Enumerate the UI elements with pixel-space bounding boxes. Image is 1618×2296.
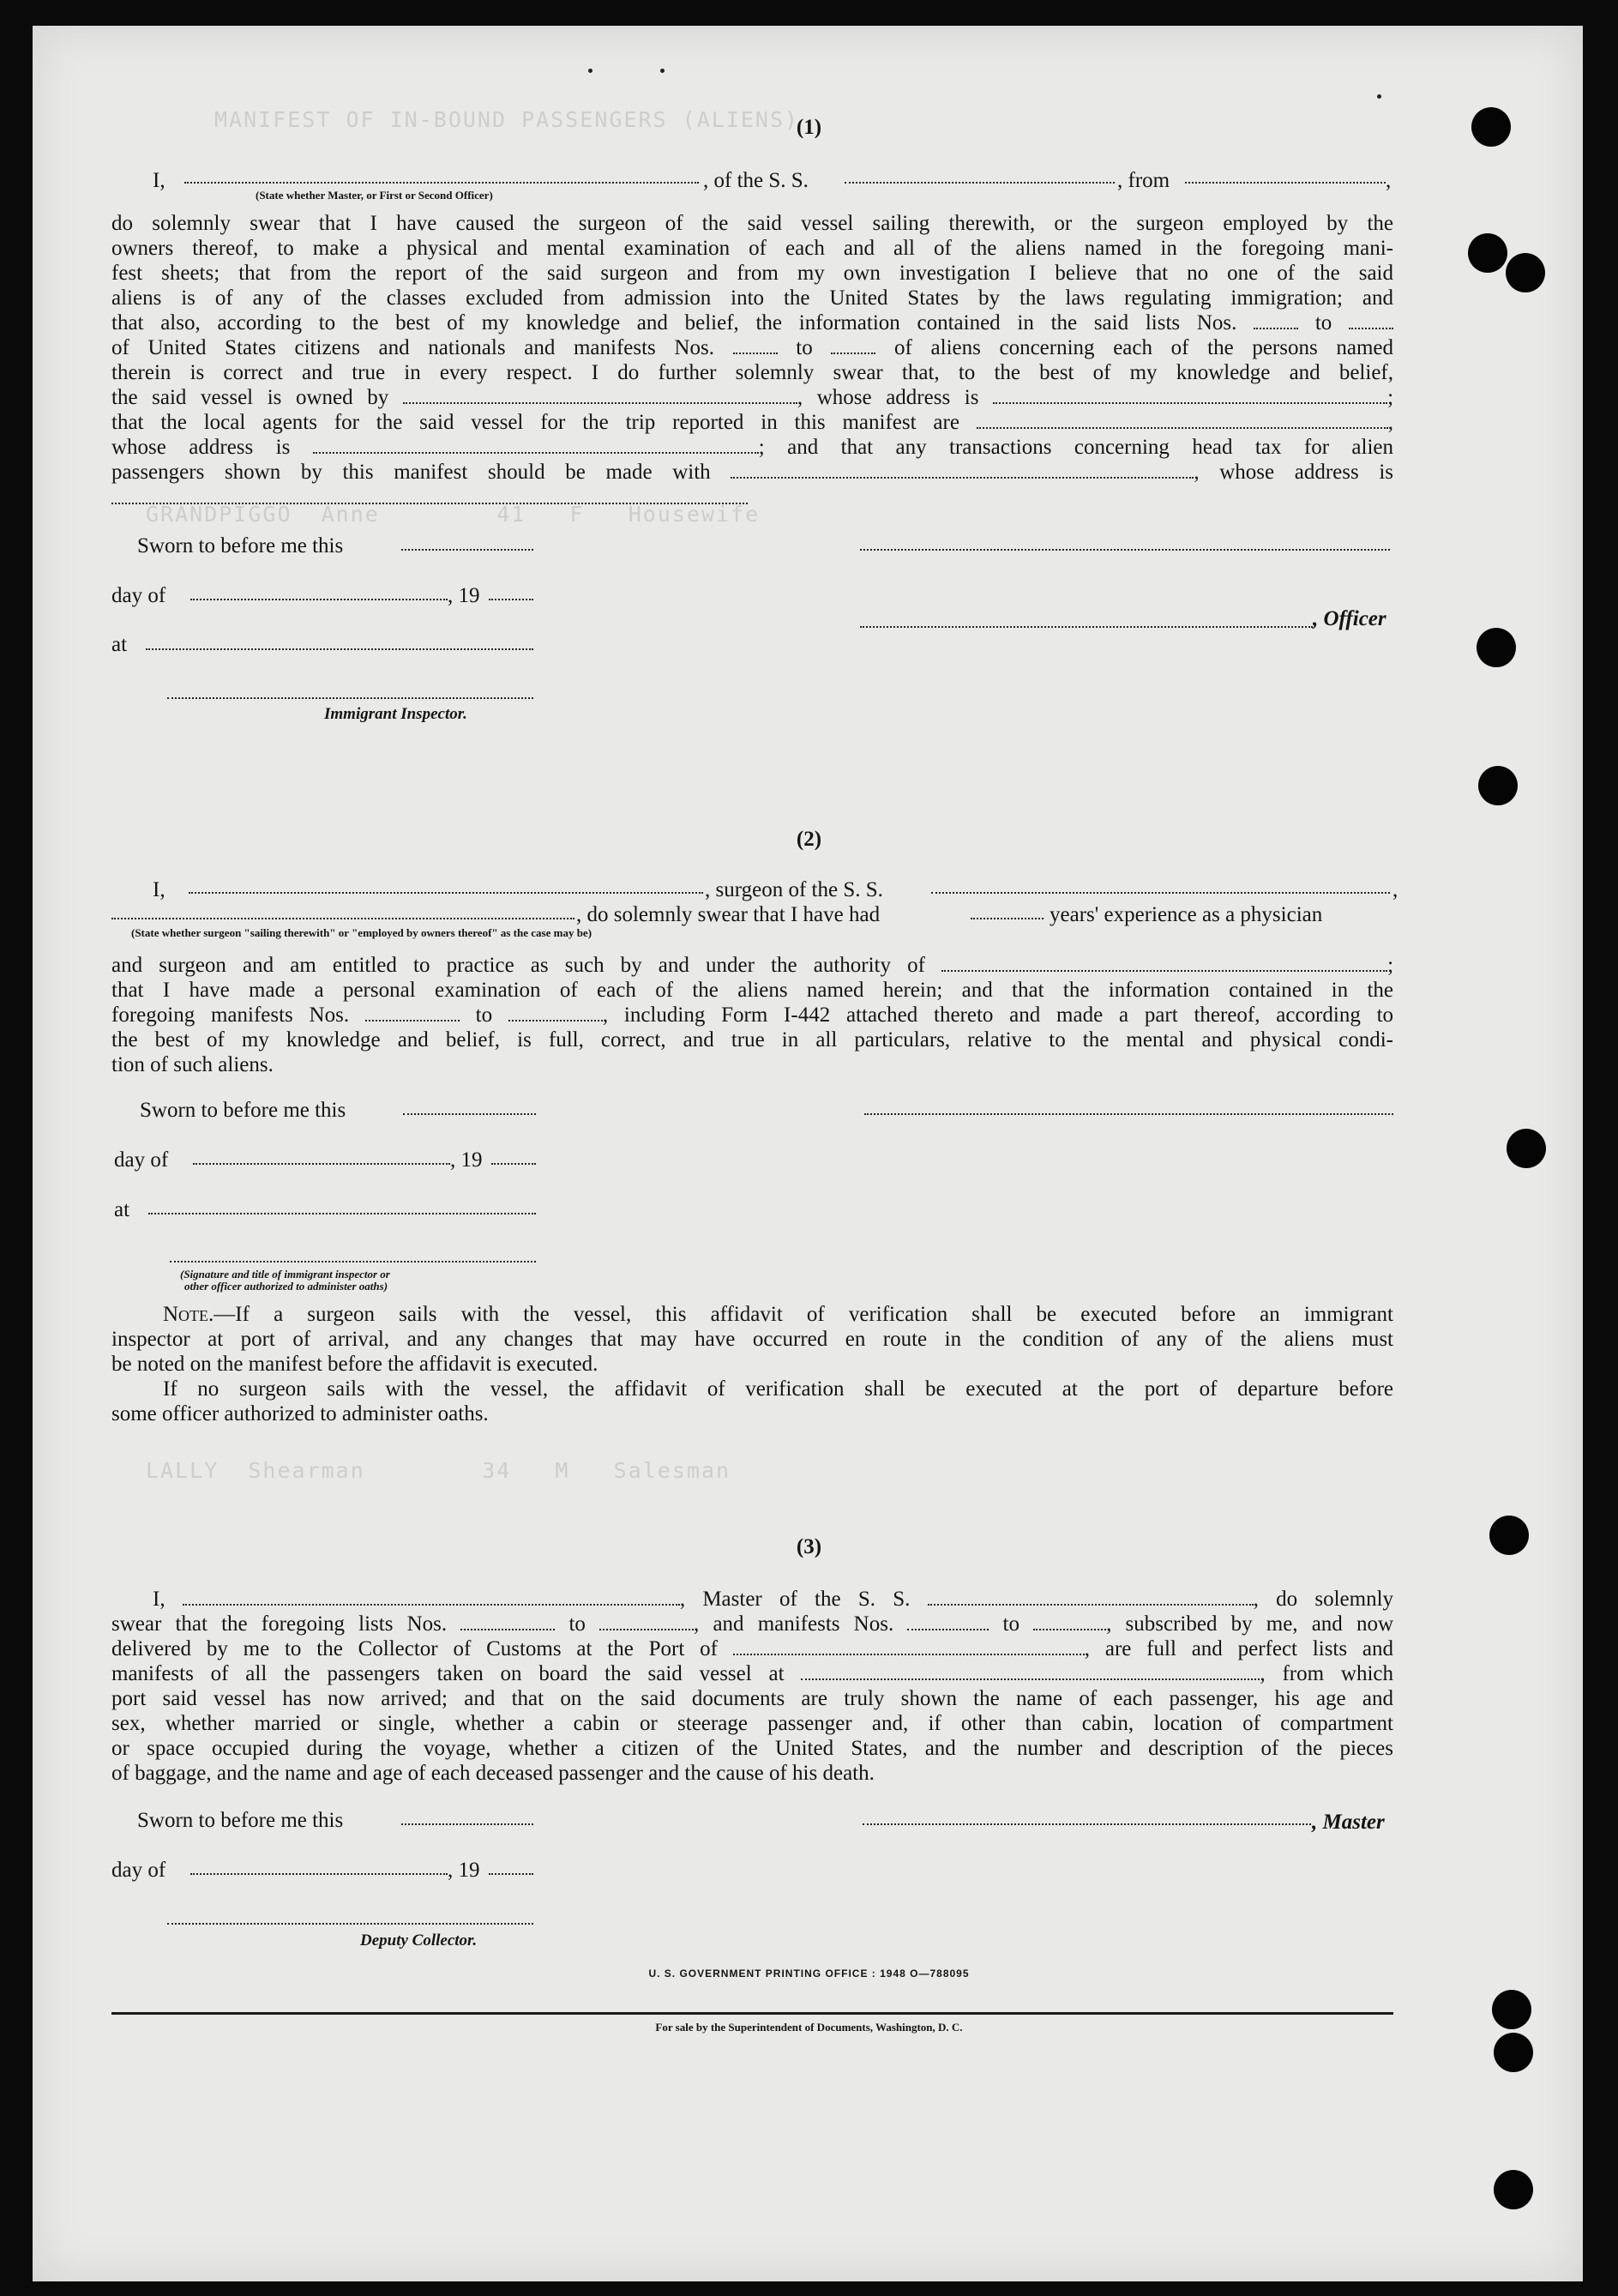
text-line: passengers shown by this manifest should be made with , whose address is	[111, 461, 1393, 484]
footer-rule	[111, 2012, 1393, 2015]
swear-text: , do solemnly swear that I have had	[576, 903, 881, 926]
departure-port-field[interactable]	[1185, 182, 1386, 184]
text-line: manifests of all the passengers taken on board the said vessel at , from which	[111, 1662, 1394, 1685]
text-line: that I have made a personal examination of each of the aliens named herein; and that the information contained in the	[111, 979, 1393, 1002]
year-field[interactable]	[489, 1873, 533, 1875]
day-of-label: day of	[111, 584, 166, 607]
text-line: of United States citizens and nationals and manifests Nos. to of aliens concerning each of the persons named	[111, 336, 1393, 359]
local-agents-field[interactable]	[977, 412, 1388, 429]
of-ss-label: , of the S. S.	[703, 169, 809, 192]
port-field[interactable]	[733, 1638, 1085, 1655]
sworn-date-field[interactable]	[403, 1113, 536, 1115]
place-field[interactable]	[148, 1213, 536, 1214]
section-1-heading: (1)	[796, 116, 822, 139]
text-line: the best of my knowledge and belief, is full, correct, and true in all particulars, relative to the mental and physical condi-	[111, 1028, 1393, 1052]
text-line: tion of such aliens.	[111, 1053, 274, 1076]
officer-label: , Officer	[1313, 607, 1386, 630]
text-line: owners thereof, to make a physical and mental examination of each and all of the aliens named in the foregoing mani-	[111, 237, 1393, 260]
text-line: Note.—If a surgeon sails with the vessel, this affidavit of verification shall be executed before an immigrant	[163, 1303, 1393, 1326]
place-field[interactable]	[146, 648, 533, 650]
years-text: years' experience as a physician	[1050, 903, 1323, 926]
section-3-body	[111, 1587, 1393, 1786]
month-field[interactable]	[193, 1163, 450, 1165]
master-label: , Master	[1312, 1811, 1385, 1834]
manifest-no-to-field[interactable]	[831, 337, 875, 354]
comma: ,	[1392, 878, 1398, 901]
sworn-date-field[interactable]	[401, 549, 533, 551]
punch-hole	[1478, 766, 1518, 805]
year-field[interactable]	[489, 599, 533, 600]
note-label: Note.	[163, 1303, 214, 1326]
section-1-body	[111, 211, 1393, 485]
section-2-heading: (2)	[796, 828, 822, 851]
printing-office-imprint: U. S. GOVERNMENT PRINTING OFFICE : 1948 O—788095	[648, 1968, 970, 1980]
text-line: whose address is ; and that any transactions concerning head tax for alien	[111, 436, 1394, 459]
text-line: be noted on the manifest before the affidavit is executed.	[111, 1353, 598, 1376]
section-1-i: I,	[153, 169, 165, 192]
punch-hole	[1494, 2170, 1533, 2209]
from-label: , from	[1117, 169, 1170, 192]
surgeon-vessel-field[interactable]	[931, 892, 1390, 894]
head-tax-contact-field[interactable]	[731, 461, 1194, 479]
year-prefix: , 19	[450, 1148, 483, 1172]
surgeon-signature-field[interactable]	[864, 1113, 1393, 1115]
text-line: the said vessel is owned by , whose address is ;	[111, 386, 1394, 409]
vessel-name-field[interactable]	[845, 182, 1115, 184]
note-block	[111, 1302, 1393, 1426]
master-name-field[interactable]	[183, 1588, 680, 1606]
month-field[interactable]	[190, 599, 448, 600]
section-2-body	[111, 953, 1393, 1077]
section-3-heading: (3)	[796, 1535, 822, 1558]
sworn-label: Sworn to before me this	[140, 1099, 346, 1122]
owner-address-field[interactable]	[993, 387, 1387, 404]
month-field[interactable]	[190, 1873, 448, 1875]
list-no-to-field[interactable]	[1349, 312, 1393, 329]
owner-field[interactable]	[403, 387, 797, 404]
manifest-from-field[interactable]	[365, 1004, 460, 1021]
paper-speck	[660, 69, 665, 73]
year-field[interactable]	[491, 1163, 536, 1165]
text-line: delivered by me to the Collector of Customs at the Port of , are full and perfect lists and	[111, 1637, 1394, 1660]
manifest-no-from-field[interactable]	[733, 337, 778, 354]
at-label: at	[114, 1198, 130, 1221]
manifests-to-field[interactable]	[1033, 1613, 1106, 1630]
master-signature-field[interactable]	[863, 1823, 1311, 1825]
paper-speck	[1377, 94, 1381, 99]
at-label: at	[111, 633, 128, 656]
sworn-label: Sworn to before me this	[137, 534, 344, 557]
surgeon-status-caption: (State whether surgeon "sailing therewith" or "employed by owners thereof" as the case may be)	[131, 926, 592, 939]
embarkation-field[interactable]	[801, 1663, 1260, 1680]
punch-hole	[1507, 1129, 1546, 1168]
punch-hole	[1494, 2033, 1533, 2072]
official-signature-field[interactable]	[170, 1261, 536, 1262]
text-line: If no surgeon sails with the vessel, the affidavit of verification shall be executed at the port of departure before	[163, 1377, 1393, 1401]
sworn-date-field[interactable]	[401, 1823, 533, 1825]
signature-caption: other officer authorized to administer oaths)	[184, 1280, 388, 1293]
collector-signature-field[interactable]	[167, 1923, 533, 1925]
inspector-signature-field[interactable]	[167, 697, 533, 699]
lists-to-field[interactable]	[599, 1613, 694, 1630]
for-sale-line: For sale by the Superintendent of Documents, Washington, D. C.	[655, 2021, 963, 2034]
lists-from-field[interactable]	[460, 1613, 555, 1630]
head-tax-address-field[interactable]	[111, 503, 748, 504]
text-line: some officer authorized to administer oaths.	[111, 1402, 489, 1425]
sworn-label: Sworn to before me this	[137, 1809, 344, 1832]
agents-address-field[interactable]	[313, 437, 759, 454]
text-line: and surgeon and am entitled to practice as such by and under the authority of ;	[111, 954, 1394, 977]
text-line: port said vessel has now arrived; and that on the said documents are truly shown the name of each passenger, his age and	[111, 1687, 1393, 1710]
text-line: fest sheets; that from the report of the said surgeon and from my own investigation I believe that no one of the said	[111, 262, 1393, 285]
comma: ,	[1386, 169, 1392, 192]
officer-rank-field[interactable]	[184, 182, 699, 184]
text-line: or space occupied during the voyage, whether a citizen of the United States, and the number and description of the pieces	[111, 1737, 1393, 1760]
master-vessel-field[interactable]	[928, 1588, 1254, 1606]
text-line: that also, according to the best of my knowledge and belief, the information contained in the said lists Nos. to	[111, 310, 1393, 335]
punch-hole	[1506, 253, 1545, 292]
punch-hole	[1477, 628, 1516, 667]
bleed-through-text: MANIFEST OF IN-BOUND PASSENGERS (ALIENS)	[214, 107, 800, 132]
years-experience-field[interactable]	[971, 918, 1044, 919]
punch-hole	[1468, 233, 1507, 273]
bleed-through-text: LALLY Shearman 34 M Salesman	[146, 1458, 731, 1483]
text-line: do solemnly swear that I have caused the surgeon of the said vessel sailing therewith, or the surgeon employed by the	[111, 212, 1393, 235]
text-line: I, , Master of the S. S. , do solemnly	[153, 1588, 1394, 1611]
manifests-from-field[interactable]	[907, 1613, 989, 1630]
section-2-i: I,	[153, 878, 165, 901]
list-no-from-field[interactable]	[1254, 312, 1298, 329]
authority-field[interactable]	[941, 955, 1387, 972]
manifest-to-field[interactable]	[508, 1004, 603, 1021]
text-line: sex, whether married or single, whether a cabin or steerage passenger and, if other than cabin, location of compartment	[111, 1712, 1393, 1735]
signature-caption: (Signature and title of immigrant inspector or	[180, 1268, 390, 1281]
text-line: aliens is of any of the classes excluded from admission into the United States by the laws regulating immigration; and	[111, 286, 1393, 310]
surgeon-name-field[interactable]	[189, 892, 703, 894]
text-line: therein is correct and true in every respect. I do further solemnly swear that, to the best of my knowledge and belief,	[111, 361, 1393, 384]
text-line: foregoing manifests Nos. to , including Form I-442 attached thereto and made a part thereof, according to	[111, 1003, 1394, 1027]
text-line: inspector at port of arrival, and any changes that may have occurred en route in the condition of any of the aliens must	[111, 1328, 1393, 1351]
bleed-through-text: GRANDPIGGO Anne 41 F Housewife	[146, 502, 761, 527]
year-prefix: , 19	[448, 1859, 480, 1882]
text-line: of baggage, and the name and age of each deceased passenger and the cause of his death.	[111, 1762, 875, 1785]
inspector-label: Immigrant Inspector.	[324, 705, 467, 723]
text-line: that the local agents for the said vessel for the trip reported in this manifest are ,	[111, 411, 1394, 434]
year-prefix: , 19	[448, 584, 480, 607]
day-of-label: day of	[111, 1859, 166, 1882]
collector-label: Deputy Collector.	[360, 1931, 478, 1949]
text-line: swear that the foregoing lists Nos. to , and manifests Nos. to , subscribed by me, and now	[111, 1612, 1394, 1636]
officer-title-field[interactable]	[860, 626, 1313, 628]
officer-rank-caption: (State whether Master, or First or Second Officer)	[256, 189, 493, 202]
officer-signature-field[interactable]	[860, 549, 1390, 551]
paper-speck	[588, 69, 592, 73]
surgeon-status-field[interactable]	[111, 918, 574, 919]
day-of-label: day of	[114, 1148, 169, 1172]
surgeon-of-ss-label: , surgeon of the S. S.	[705, 878, 883, 901]
